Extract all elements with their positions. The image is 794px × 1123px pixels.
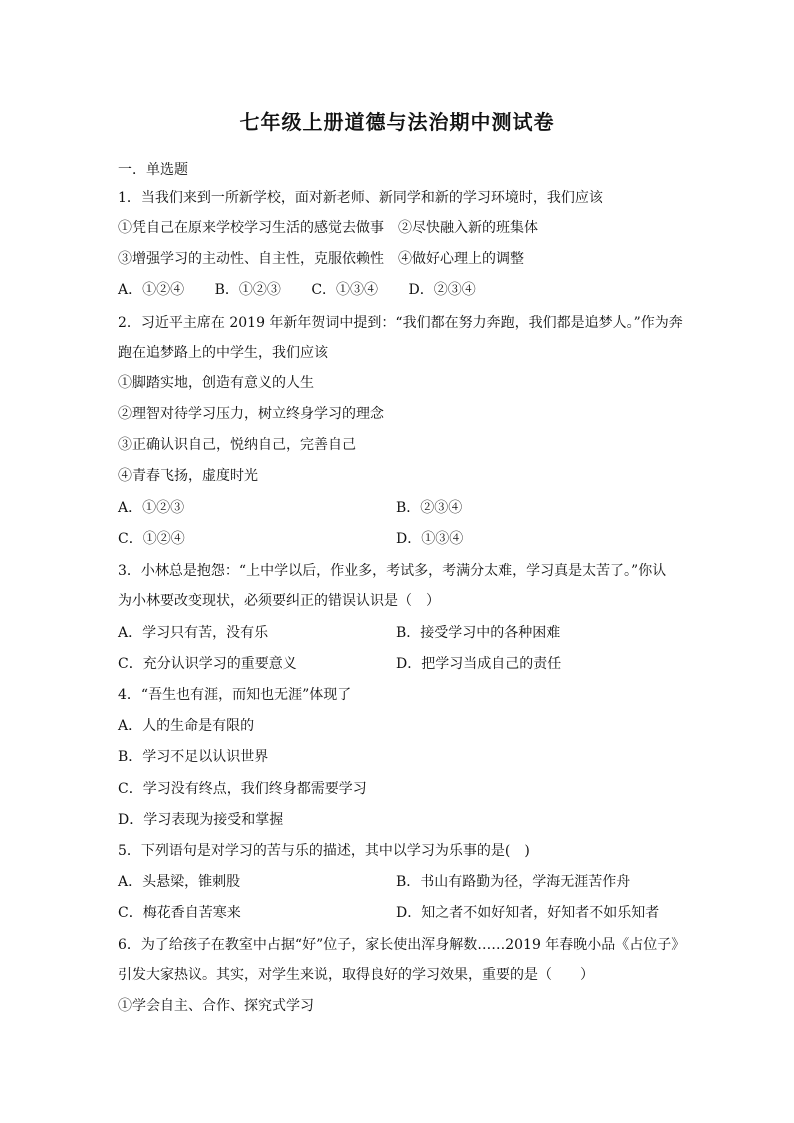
q3-option-b: B．接受学习中的各种困难 [396, 625, 561, 641]
q2-stem-line-2: 跑在追梦路上的中学生，我们应该 [118, 345, 328, 361]
q6-statement-1: ①学会自主、合作、探究式学习 [118, 998, 314, 1014]
q2-stem-line-1: 2．习近平主席在 2019 年新年贺词中提到：“我们都在努力奔跑，我们都是追梦人。”作为奔 [118, 315, 683, 331]
q6-stem-line-1: 6．为了给孩子在教室中占据“好”位子，家长使出浑身解数……2019 年春晚小品《占位子》 [118, 937, 686, 953]
q5-stem: 5．下列语句是对学习的苦与乐的描述，其中以学习为乐事的是( ) [118, 843, 530, 859]
q4-option-d: D．学习表现为接受和掌握 [118, 812, 284, 828]
q3-stem-line-1: 3．小林总是抱怨：“上中学以后，作业多，考试多，考满分太难，学习真是太苦了。”你认 [118, 563, 667, 579]
q4-option-a: A．人的生命是有限的 [118, 718, 255, 734]
q4-option-c: C．学习没有终点，我们终身都需要学习 [118, 781, 367, 797]
q4-stem: 4．“吾生也有涯，而知也无涯”体现了 [118, 687, 352, 703]
q2-statement-1: ①脚踏实地，创造有意义的人生 [118, 375, 314, 391]
q1-option-c: C．①③④ [311, 282, 379, 298]
q4-option-b: B．学习不足以认识世界 [118, 749, 269, 765]
q2-statement-3: ③正确认识自己，悦纳自己，完善自己 [118, 437, 356, 453]
q5-option-d: D．知之者不如好知者，好知者不如乐知者 [396, 905, 660, 921]
q1-option-b: B．①②③ [214, 282, 281, 298]
q1-option-d: D．②③④ [408, 282, 476, 298]
q5-option-b: B．书山有路勤为径，学海无涯苦作舟 [396, 874, 631, 890]
q3-option-d: D．把学习当成自己的责任 [396, 656, 562, 672]
q1-statement-1: ①凭自己在原来学校学习生活的感觉去做事 ②尽快融入新的班集体 [118, 220, 538, 236]
q2-option-b: B．②③④ [396, 500, 463, 516]
q1-options [118, 280, 502, 300]
q2-option-d: D．①③④ [396, 531, 464, 547]
q1-stem: 1．当我们来到一所新学校，面对新老师、新同学和新的学习环境时，我们应该 [118, 190, 603, 206]
q3-option-a: A．学习只有苦，没有乐 [118, 625, 269, 641]
q1-option-a: A．①②④ [118, 282, 185, 298]
q2-option-c: C．①②④ [118, 531, 185, 547]
q2-statement-2: ②理智对待学习压力，树立终身学习的理念 [118, 406, 384, 422]
q1-statement-2: ③增强学习的主动性、自主性，克服依赖性 ④做好心理上的调整 [118, 251, 524, 267]
q6-stem-line-2: 引发大家热议。其实，对学生来说，取得良好的学习效果，重要的是（ ） [118, 967, 594, 983]
q5-option-a: A．头悬梁，锥刺股 [118, 874, 241, 890]
q2-statement-4: ④青春飞扬，虚度时光 [118, 468, 258, 484]
q3-option-c: C．充分认识学习的重要意义 [118, 656, 297, 672]
q3-stem-line-2: 为小林要改变现状，必须要纠正的错误认识是（ ） [118, 593, 440, 609]
q2-option-a: A．①②③ [118, 500, 185, 516]
q5-option-c: C．梅花香自苦寒来 [118, 905, 241, 921]
section-heading: 一．单选题 [118, 162, 188, 178]
exam-title: 七年级上册道德与法治期中测试卷 [239, 110, 555, 134]
